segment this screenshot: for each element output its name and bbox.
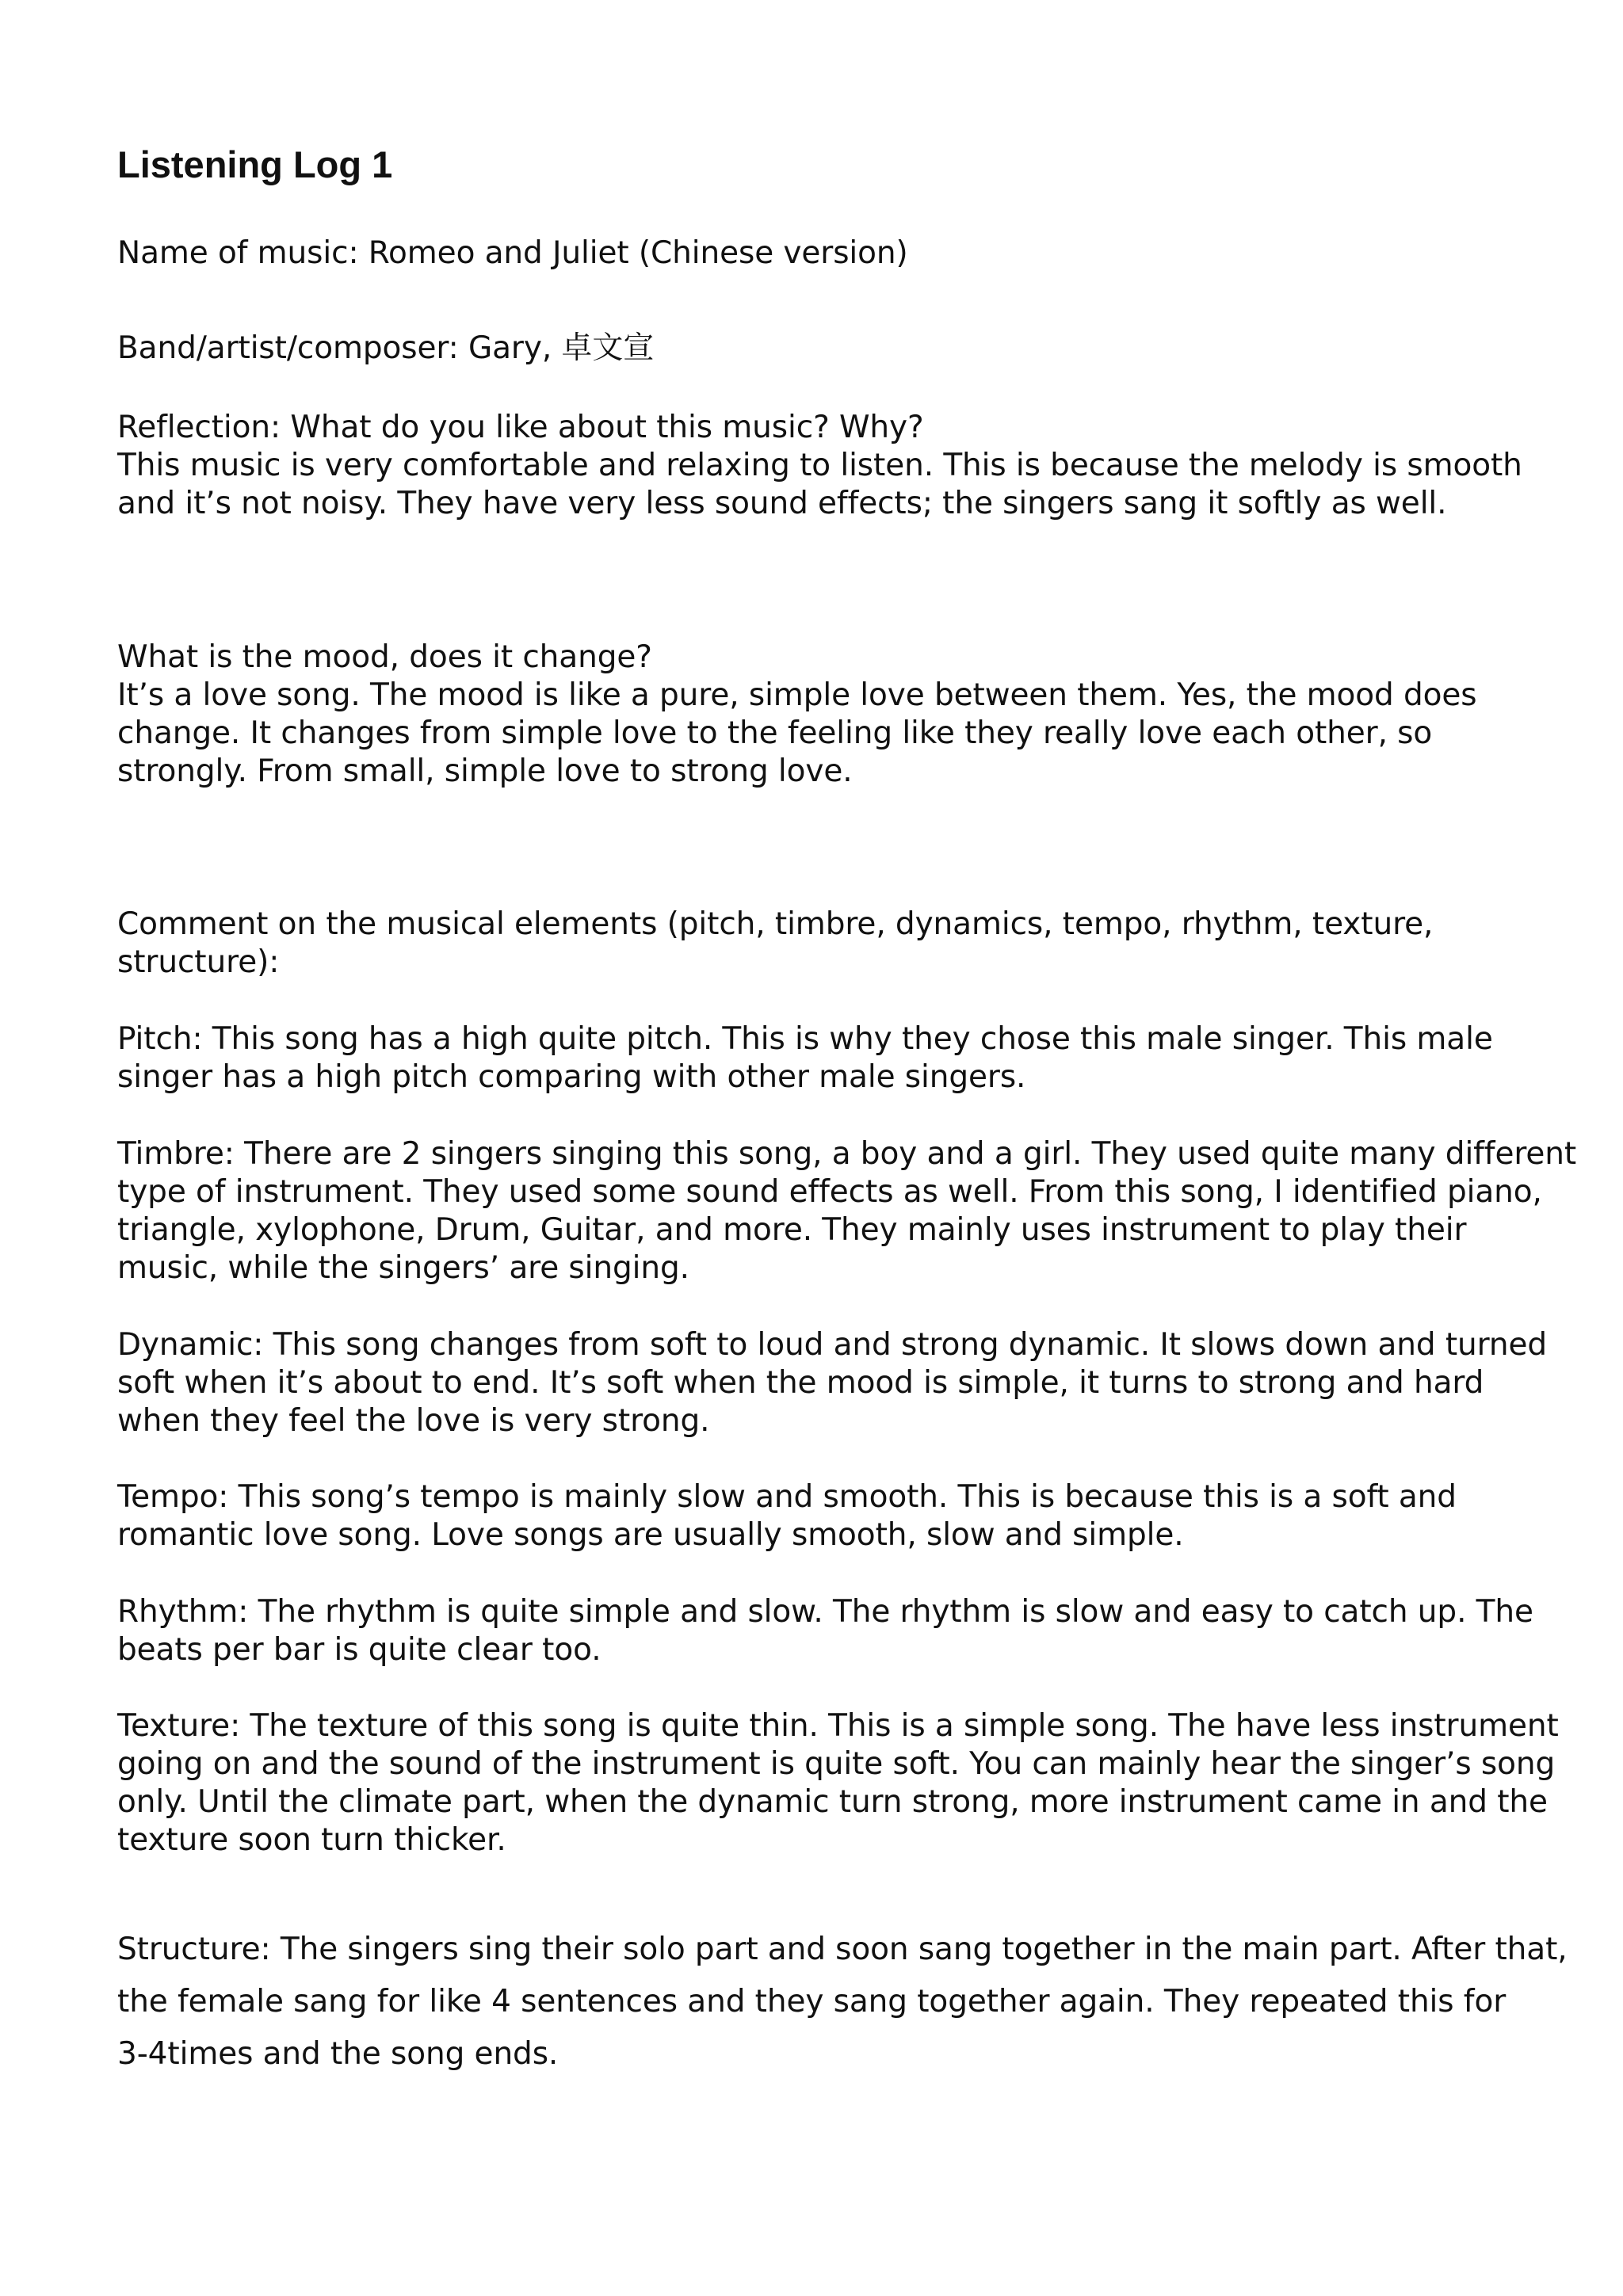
elements-prompt-line: Comment on the musical elements (pitch, timbre, dynamics, tempo, rhythm, texture, — [117, 906, 1434, 942]
document-title: Listening Log 1 — [117, 143, 393, 185]
dynamic-line: soft when it’s about to end. It’s soft when the mood is simple, it turns to strong and hard — [117, 1365, 1484, 1401]
dynamic-line: when they feel the love is very strong. — [117, 1403, 710, 1439]
dynamic-paragraph — [117, 1326, 1548, 1440]
elements-prompt — [117, 906, 1536, 982]
mood-section — [117, 639, 1536, 791]
structure-line: Structure: The singers sing their solo part and soon sang together in the main part. After that, — [117, 1932, 1568, 1967]
mood-answer-line: change. It changes from simple love to the feeling like they really love each other, so — [117, 715, 1433, 751]
pitch-paragraph — [117, 1020, 1536, 1097]
timbre-line: triangle, xylophone, Drum, Guitar, and more. They mainly uses instrument to play their — [117, 1212, 1467, 1248]
reflection-answer-line: This music is very comfortable and relaxing to listen. This is because the melody is smooth — [117, 448, 1522, 483]
structure-paragraph — [117, 1924, 1568, 2081]
elements-prompt-line: structure): — [117, 944, 280, 980]
mood-answer-line: strongly. From small, simple love to strong love. — [117, 753, 853, 789]
pitch-line: Pitch: This song has a high quite pitch. This is why they chose this male singer. This male — [117, 1021, 1493, 1057]
tempo-paragraph — [117, 1478, 1536, 1554]
reflection-answer-line: and it’s not noisy. They have very less sound effects; the singers sang it softly as well. — [117, 486, 1447, 521]
reflection-question: Reflection: What do you like about this music? Why? — [117, 410, 924, 445]
rhythm-line: beats per bar is quite clear too. — [117, 1632, 601, 1668]
tempo-line: Tempo: This song’s tempo is mainly slow and smooth. This is because this is a soft and — [117, 1479, 1457, 1515]
texture-paragraph — [117, 1707, 1559, 1859]
dynamic-line: Dynamic: This song changes from soft to loud and strong dynamic. It slows down and turned — [117, 1327, 1548, 1363]
rhythm-line: Rhythm: The rhythm is quite simple and slow. The rhythm is slow and easy to catch up. The — [117, 1594, 1533, 1630]
texture-line: only. Until the climate part, when the dynamic turn strong, more instrument came in and the — [117, 1784, 1548, 1820]
timbre-line: Timbre: There are 2 singers singing this song, a boy and a girl. They used quite many different — [117, 1136, 1577, 1172]
texture-line: texture soon turn thicker. — [117, 1822, 506, 1858]
structure-line: the female sang for like 4 sentences and they sang together again. They repeated this for — [117, 1984, 1507, 2019]
band-artist-line: Band/artist/composer: Gary, 卓文宣 — [117, 330, 655, 366]
reflection-section — [117, 409, 1536, 523]
texture-line: going on and the sound of the instrument is quite soft. You can mainly hear the singer’s song — [117, 1746, 1556, 1782]
rhythm-paragraph — [117, 1593, 1536, 1669]
tempo-line: romantic love song. Love songs are usually smooth, slow and simple. — [117, 1517, 1184, 1553]
pitch-line: singer has a high pitch comparing with other male singers. — [117, 1059, 1026, 1095]
structure-line: 3-4times and the song ends. — [117, 2036, 559, 2072]
timbre-paragraph — [117, 1135, 1577, 1287]
mood-answer-line: It’s a love song. The mood is like a pure, simple love between them. Yes, the mood does — [117, 677, 1477, 713]
name-of-music-line: Name of music: Romeo and Juliet (Chinese version) — [117, 235, 908, 271]
timbre-line: type of instrument. They used some sound effects as well. From this song, I identified piano, — [117, 1174, 1542, 1210]
mood-question: What is the mood, does it change? — [117, 639, 652, 675]
timbre-line: music, while the singers’ are singing. — [117, 1250, 689, 1286]
texture-line: Texture: The texture of this song is quite thin. This is a simple song. The have less instrument — [117, 1708, 1559, 1744]
